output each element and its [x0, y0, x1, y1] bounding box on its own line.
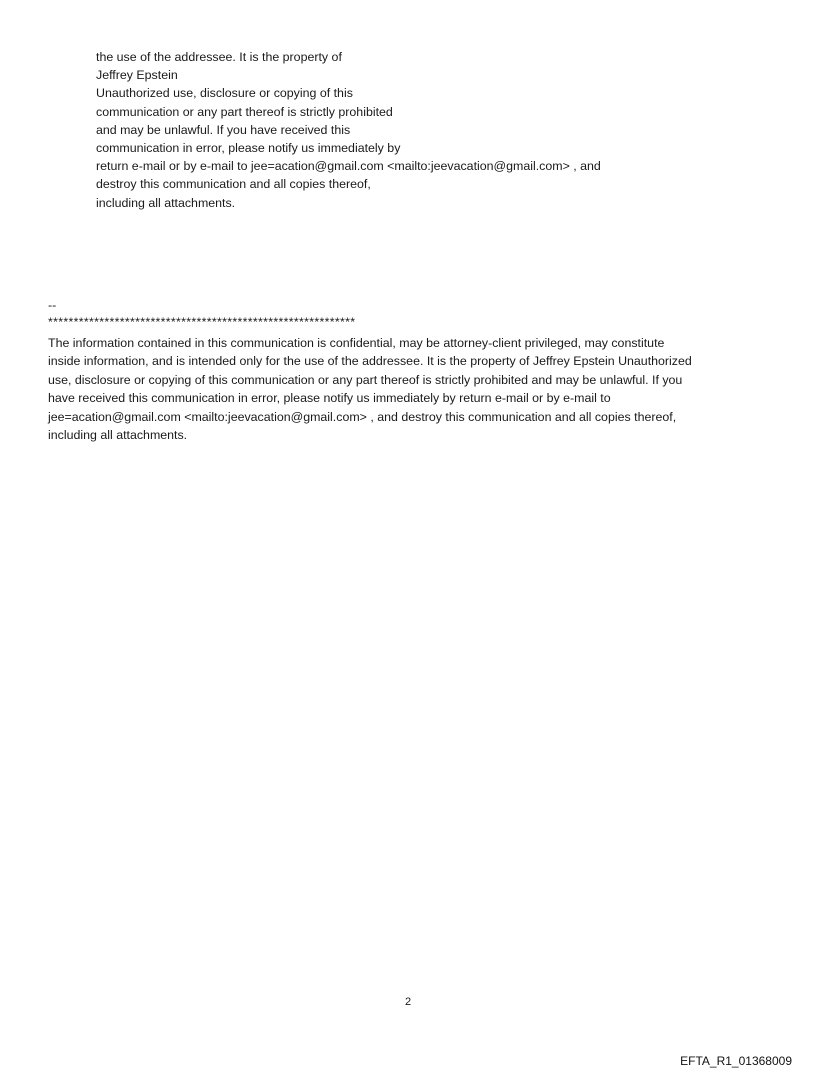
notice-line: Jeffrey Epstein — [96, 68, 178, 83]
asterisk-divider: ************************************************************ — [48, 315, 356, 329]
disclaimer-line: have received this communication in error, please notify us immediately by return e-mail or by e-mail to — [48, 391, 611, 406]
disclaimer-line: The information contained in this communication is confidential, may be attorney-client privileged, may constitute — [48, 336, 665, 350]
disclaimer-line: inside information, and is intended only for the use of the addressee. It is the property of Jeffrey Epstein Unauthorized — [48, 354, 692, 369]
disclaimer-line: use, disclosure or copying of this communication or any part thereof is strictly prohibited and may be unlawful. If you — [48, 372, 683, 387]
notice-line: the use of the addressee. It is the property of — [96, 50, 342, 64]
notice-line: return e-mail or by e-mail to jee=acation@gmail.com <mailto:jeevacation@gmail.com> , and — [96, 159, 601, 174]
page-number: 2 — [404, 996, 412, 1008]
notice-line: Unauthorized use, disclosure or copying of this — [96, 86, 353, 101]
confidentiality-disclaimer — [48, 334, 760, 444]
document-id: EFTA_R1_01368009 — [680, 1054, 792, 1068]
disclaimer-line: jee=acation@gmail.com <mailto:jeevacation@gmail.com> , and destroy this communication and all copies thereof, — [48, 409, 677, 424]
notice-line: including all attachments. — [96, 195, 236, 210]
notice-line: communication or any part thereof is strictly prohibited — [96, 104, 393, 119]
notice-line: communication in error, please notify us immediately by — [96, 141, 401, 156]
signature-separator: -- — [48, 298, 57, 312]
quoted-confidentiality-notice — [96, 48, 736, 212]
notice-line: and may be unlawful. If you have received this — [96, 122, 351, 137]
notice-line: destroy this communication and all copies thereof, — [96, 177, 371, 192]
disclaimer-line: including all attachments. — [48, 428, 188, 443]
